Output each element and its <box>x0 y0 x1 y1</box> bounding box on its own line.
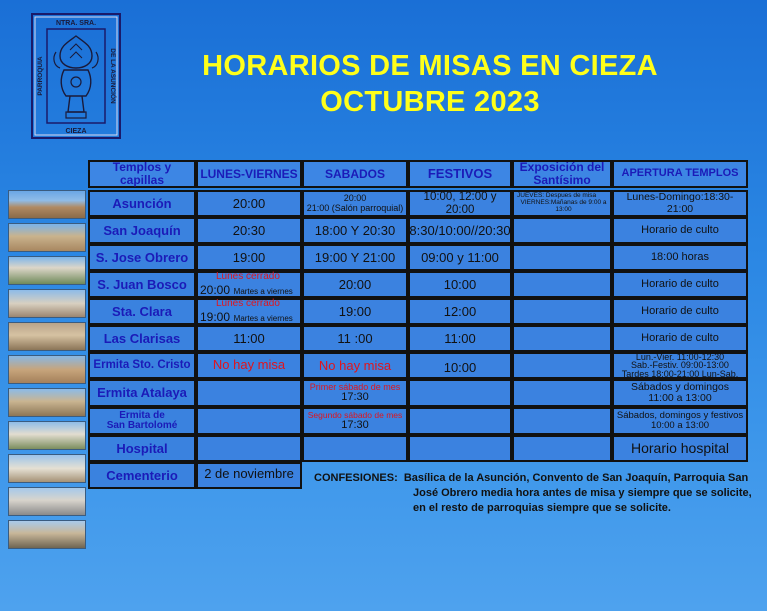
col-header-festivos: FESTIVOS <box>408 160 512 188</box>
cell-clarisas-lv: 11:00 <box>196 325 302 352</box>
text <box>200 310 293 324</box>
cell-obrero-sab: 19:00 Y 21:00 <box>302 244 408 271</box>
col-header-sabados: SABADOS <box>302 160 408 188</box>
cell-clarisas-apertura: Horario de culto <box>612 325 748 352</box>
cell-bosco-apertura: Horario de culto <box>612 271 748 298</box>
row-name-clarisas: Las Clarisas <box>88 325 196 352</box>
cell-clara-sab: 19:00 <box>302 298 408 325</box>
row-name-san-bartolome <box>88 407 196 435</box>
text: VIERNES:Mañanas de 9:00 a 13:00 <box>520 199 607 213</box>
cell-hospital-apertura: Horario hospital <box>612 435 748 462</box>
cell-clara-exp <box>512 298 612 325</box>
thumb-hospital <box>8 487 86 516</box>
row-name-atalaya: Ermita Atalaya <box>88 379 196 407</box>
confesiones-note <box>314 471 764 516</box>
cell-bartolome-exp <box>512 407 612 435</box>
cell-obrero-exp <box>512 244 612 271</box>
cell-atalaya-lv <box>196 379 302 407</box>
text: Sábados y domingos <box>630 380 730 393</box>
cell-bartolome-lv <box>196 407 302 435</box>
confesiones-label: CONFESIONES: <box>314 472 398 484</box>
col-header-exposicion: Exposición del Santísimo <box>512 160 612 188</box>
cell-joaquin-lv: 20:30 <box>196 217 302 244</box>
text: Martes a viernes <box>233 286 293 296</box>
cell-asuncion-lv: 20:00 <box>196 190 302 217</box>
text: Tardes 18:00-21:00 Lun-Sab. <box>621 368 739 379</box>
text: Segundo sábado de mes <box>307 409 403 420</box>
cell-clarisas-sab: 11 :00 <box>302 325 408 352</box>
thumb-san-bartolome <box>8 454 86 483</box>
cell-clara-apertura: Horario de culto <box>612 298 748 325</box>
text: Lunes cerrado <box>216 271 280 283</box>
cell-asuncion-sab <box>302 190 408 217</box>
thumb-sto-cristo <box>8 388 86 417</box>
cell-bosco-lv <box>196 271 302 298</box>
cell-cristo-lv: No hay misa <box>196 352 302 379</box>
cell-atalaya-fest <box>408 379 512 407</box>
text: JUEVES: Despues de misa <box>517 192 597 200</box>
text: 19:00 <box>200 309 231 324</box>
text: Primer sábado de mes <box>309 381 401 392</box>
text: Lunes cerrado <box>216 298 280 310</box>
text: Sábados, domingos y festivos <box>616 410 744 422</box>
cell-atalaya-exp <box>512 379 612 407</box>
cell-cementerio-lv: 2 de noviembre <box>196 462 302 489</box>
confesiones-line2: José Obrero media hora antes de misa y siempre que se solicite, <box>413 487 752 499</box>
title-line2: OCTUBRE 2023 <box>320 86 540 118</box>
cell-clara-lv <box>196 298 302 325</box>
cell-joaquin-sab: 18:00 Y 20:30 <box>302 217 408 244</box>
text: 17:30 <box>341 390 369 403</box>
cell-clarisas-fest: 11:00 <box>408 325 512 352</box>
col-header-lunes-viernes: LUNES-VIERNES <box>196 160 302 188</box>
text: Ermita de <box>119 409 165 421</box>
cell-obrero-fest: 09:00 y 11:00 <box>408 244 512 271</box>
row-name-san-joaquin: San Joaquín <box>88 217 196 244</box>
cell-obrero-apertura: 18:00 horas <box>612 244 748 271</box>
thumb-san-joaquin <box>8 223 86 252</box>
row-name-juan-bosco: S. Juan Bosco <box>88 271 196 298</box>
cell-clarisas-exp <box>512 325 612 352</box>
thumb-clarisas <box>8 355 86 384</box>
row-name-sto-cristo: Ermita Sto. Cristo <box>88 352 196 379</box>
cell-hospital-exp <box>512 435 612 462</box>
text: 17:30 <box>341 418 369 431</box>
text: Lun.-Vier. 11:00-12:30 <box>635 351 725 362</box>
cell-atalaya-apertura <box>612 379 748 407</box>
row-name-sta-clara: Sta. Clara <box>88 298 196 325</box>
cell-joaquin-fest: 8:30/10:00//20:30 <box>408 217 512 244</box>
thumb-juan-bosco <box>8 289 86 318</box>
confesiones-line1 <box>314 471 764 486</box>
cell-cristo-sab: No hay misa <box>302 352 408 379</box>
text: 20:00 <box>200 282 231 297</box>
cell-bosco-exp <box>512 271 612 298</box>
text: Martes a viernes <box>233 313 293 323</box>
text: Basílica de la Asunción, Convento de San Joaquín, Parroquia San <box>403 472 749 484</box>
row-name-asuncion: Asunción <box>88 190 196 217</box>
crest-left-text: PARROQUIA <box>37 56 44 96</box>
title-line1: HORARIOS DE MISAS EN CIEZA <box>202 50 658 82</box>
cell-cristo-exp <box>512 352 612 379</box>
cell-cristo-fest: 10:00 <box>408 352 512 379</box>
text: 20:00 <box>343 193 367 204</box>
cell-cristo-apertura <box>612 352 748 379</box>
thumb-atalaya <box>8 421 86 450</box>
parish-crest-logo <box>30 12 122 140</box>
cell-asuncion-apertura: Lunes-Domingo:18:30-21:00 <box>612 190 748 217</box>
cell-bosco-fest: 10:00 <box>408 271 512 298</box>
thumb-cementerio <box>8 520 86 549</box>
cell-hospital-lv <box>196 435 302 462</box>
church-thumbnails <box>8 190 86 553</box>
crest-top-text: NTRA. SRA. <box>55 20 97 27</box>
confesiones-line3: en el resto de parroquias siempre que se solicite. <box>413 502 671 514</box>
cell-bartolome-apertura <box>612 407 748 435</box>
crest-bottom-text: CIEZA <box>65 128 87 135</box>
cell-joaquin-apertura: Horario de culto <box>612 217 748 244</box>
cell-atalaya-sab <box>302 379 408 407</box>
text: 10:00 a 13:00 <box>650 420 710 431</box>
col-header-templos: Templos y capillas <box>88 160 196 188</box>
cell-bartolome-fest <box>408 407 512 435</box>
cell-hospital-sab <box>302 435 408 462</box>
cell-bartolome-sab <box>302 407 408 435</box>
cell-joaquin-exp <box>512 217 612 244</box>
col-header-apertura: APERTURA TEMPLOS <box>612 160 748 188</box>
text: Sab.-Festiv. 09:00-13:00 <box>631 360 729 371</box>
text <box>200 283 293 297</box>
cell-obrero-lv: 19:00 <box>196 244 302 271</box>
text: 21:00 (Salón parroquial) <box>306 202 404 213</box>
thumb-sta-clara <box>8 322 86 351</box>
cell-hospital-fest <box>408 435 512 462</box>
thumb-asuncion <box>8 190 86 219</box>
crest-right-text: DE LA ASUNCIÓN <box>109 48 116 104</box>
text: San Bartolomé <box>106 420 178 431</box>
row-name-jose-obrero: S. Jose Obrero <box>88 244 196 271</box>
cell-clara-fest: 12:00 <box>408 298 512 325</box>
cell-asuncion-fest: 10:00, 12:00 y 20:00 <box>408 190 512 217</box>
text: 11:00 a 13:00 <box>648 392 712 404</box>
row-name-cementerio: Cementerio <box>88 462 196 489</box>
thumb-jose-obrero <box>8 256 86 285</box>
row-name-hospital: Hospital <box>88 435 196 462</box>
cell-asuncion-exp <box>512 190 612 217</box>
cell-bosco-sab: 20:00 <box>302 271 408 298</box>
